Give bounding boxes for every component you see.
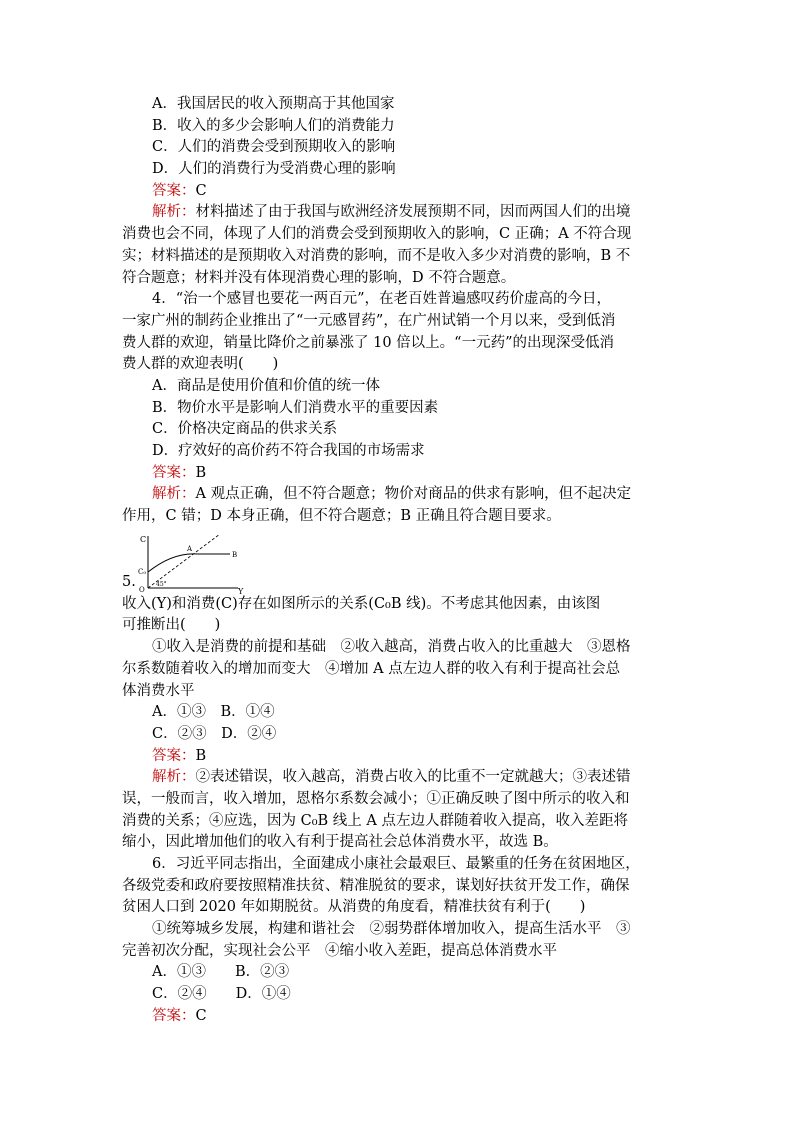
q6-options-cd: C．②④ D．①④ <box>152 986 291 1003</box>
answer-label: 答案： <box>152 1007 196 1024</box>
q3-option-d: D．人们的消费行为受消费心理的影响 <box>152 161 396 178</box>
diagonal-line <box>148 534 220 588</box>
answer-value: B <box>195 464 207 481</box>
c0b-curve <box>148 554 230 572</box>
q5-analysis-line-4: 缩小，因此增加他们的收入有利于提高社会总体消费水平，故选 B。 <box>122 834 558 851</box>
point-a-label: A <box>187 544 193 553</box>
q4-analysis-line-1 <box>150 484 680 506</box>
q3-analysis-line-4: 符合题意；材料并没有体现消费心理的影响，D 不符合题意。 <box>122 269 516 286</box>
q5-analysis-line-3: 消费的关系；④应选，因为 C₀B 线上 A 点左边人群随着收入提高，收入差距将 <box>122 812 628 829</box>
q4-analysis-line-2: 作用，C 错；D 本身正确，但不符合题意；B 正确且符合题目要求。 <box>122 508 561 525</box>
q4-stem-line-3: 费人群的欢迎，销量比降价之前暴涨了 10 倍以上。“一元药”的出现深受低消 <box>122 334 614 351</box>
q4-stem-line-2: 一家广州的制药企业推出了“一元感冒药”，在广州试销一个月以来，受到低消 <box>122 312 616 329</box>
q4-option-d: D．疗效好的高价药不符合我国的市场需求 <box>152 443 425 459</box>
q6-options-ab: A．①③ B．②③ <box>152 964 290 981</box>
answer-value: C <box>195 182 207 199</box>
q5-statement-line-3: 体消费水平 <box>122 682 195 699</box>
q5-statement-line-1: ①收入是消费的前提和基础 ②收入越高，消费占收入的比重越大 ③恩格 <box>152 639 631 656</box>
q3-analysis-line-1 <box>150 202 680 224</box>
q5-stem-line-2: 可推断出( ) <box>122 617 221 634</box>
analysis-text: A 观点正确，但不符合题意；物价对商品的供求有影响，但不起决定 <box>195 486 632 503</box>
c0-label: C₀ <box>138 567 147 576</box>
angle-label: 45° <box>156 580 167 588</box>
q5-analysis-line-1 <box>150 767 680 789</box>
q5-statement-line-2: 尔系数随着收入的增加而变大 ④增加 A 点左边人群的收入有利于提高社会总 <box>122 660 621 677</box>
q4-option-b: B．物价水平是影响人们消费水平的重要因素 <box>152 399 439 416</box>
q5-figure-row <box>122 528 680 594</box>
q3-option-a: A．我国居民的收入预期高于其他国家 <box>152 96 395 112</box>
q5-stem-line-1: 收入(Y)和消费(C)存在如图所示的关系(C₀B 线)。不考虑其他因素，由该图 <box>122 595 601 612</box>
q4-stem-line-4: 费人群的欢迎表明( ) <box>122 356 279 373</box>
origin-label: O <box>139 585 145 594</box>
q4-option-a: A．商品是使用价值和价值的统一体 <box>152 377 380 394</box>
analysis-label: 解析： <box>152 204 196 221</box>
point-b-label: B <box>232 550 238 559</box>
analysis-label: 解析： <box>152 769 196 786</box>
q4-option-c: C．价格决定商品的供求关系 <box>152 421 338 438</box>
q3-answer <box>150 181 680 203</box>
q6-stem-line-2: 各级党委和政府要按照精准扶贫、精准脱贫的要求，谋划好扶贫开发工作，确保 <box>122 877 630 894</box>
answer-value: B <box>195 747 207 764</box>
q4-answer <box>150 463 680 485</box>
q3-analysis-line-3: 实；材料描述的是预期收入对消费的影响，而不是收入多少对消费的影响，B 不 <box>122 247 631 264</box>
analysis-text: 材料描述了由于我国与欧洲经济发展预期不同，因而两国人们的出境 <box>195 204 631 221</box>
q6-stem-line-3: 贫困人口到 2020 年如期脱贫。从消费的角度看，精准扶贫有利于( ) <box>122 899 586 916</box>
axis-x-label: Y <box>238 586 244 594</box>
q3-option-c: C．人们的消费会受到预期收入的影响 <box>152 139 396 156</box>
analysis-label: 解析： <box>152 486 196 503</box>
q5-options-cd: C．②③ D．②④ <box>152 725 277 742</box>
q4-stem-line-1: 4．“治一个感冒也要花一两百元”，在老百姓普遍感叹药价虚高的今日， <box>152 291 612 308</box>
income-consumption-figure <box>138 532 248 594</box>
q5-answer <box>150 746 680 768</box>
q5-options-ab: A．①③ B．①④ <box>152 704 275 721</box>
answer-label: 答案： <box>152 464 196 481</box>
analysis-text: ②表述错误，收入越高，消费占收入的比重不一定就越大；③表述错 <box>195 769 631 786</box>
q6-statement-line-2: 完善初次分配，实现社会公平 ④缩小收入差距，提高总体消费水平 <box>122 942 557 959</box>
q6-stem-line-1: 6．习近平同志指出，全面建成小康社会最艰巨、最繁重的任务在贫困地区， <box>152 856 640 872</box>
q6-statement-line-1: ①统筹城乡发展，构建和谐社会 ②弱势群体增加收入，提高生活水平 ③ <box>152 921 631 938</box>
axis-y-label: C <box>140 534 147 544</box>
answer-label: 答案： <box>152 747 196 764</box>
q5-analysis-line-2: 误，一般而言，收入增加，恩格尔系数会减小；①正确反映了图中所示的收入和 <box>122 790 630 807</box>
q6-answer <box>150 1006 680 1028</box>
q5-number: 5. <box>122 573 136 590</box>
q3-option-b: B．收入的多少会影响人们的消费能力 <box>152 117 395 134</box>
answer-value: C <box>195 1007 207 1024</box>
q3-analysis-line-2: 消费也会不同，体现了人们的消费会受到预期收入的影响，C 正确；A 不符合现 <box>122 226 632 243</box>
document-page <box>122 94 680 1028</box>
answer-label: 答案： <box>152 182 196 199</box>
